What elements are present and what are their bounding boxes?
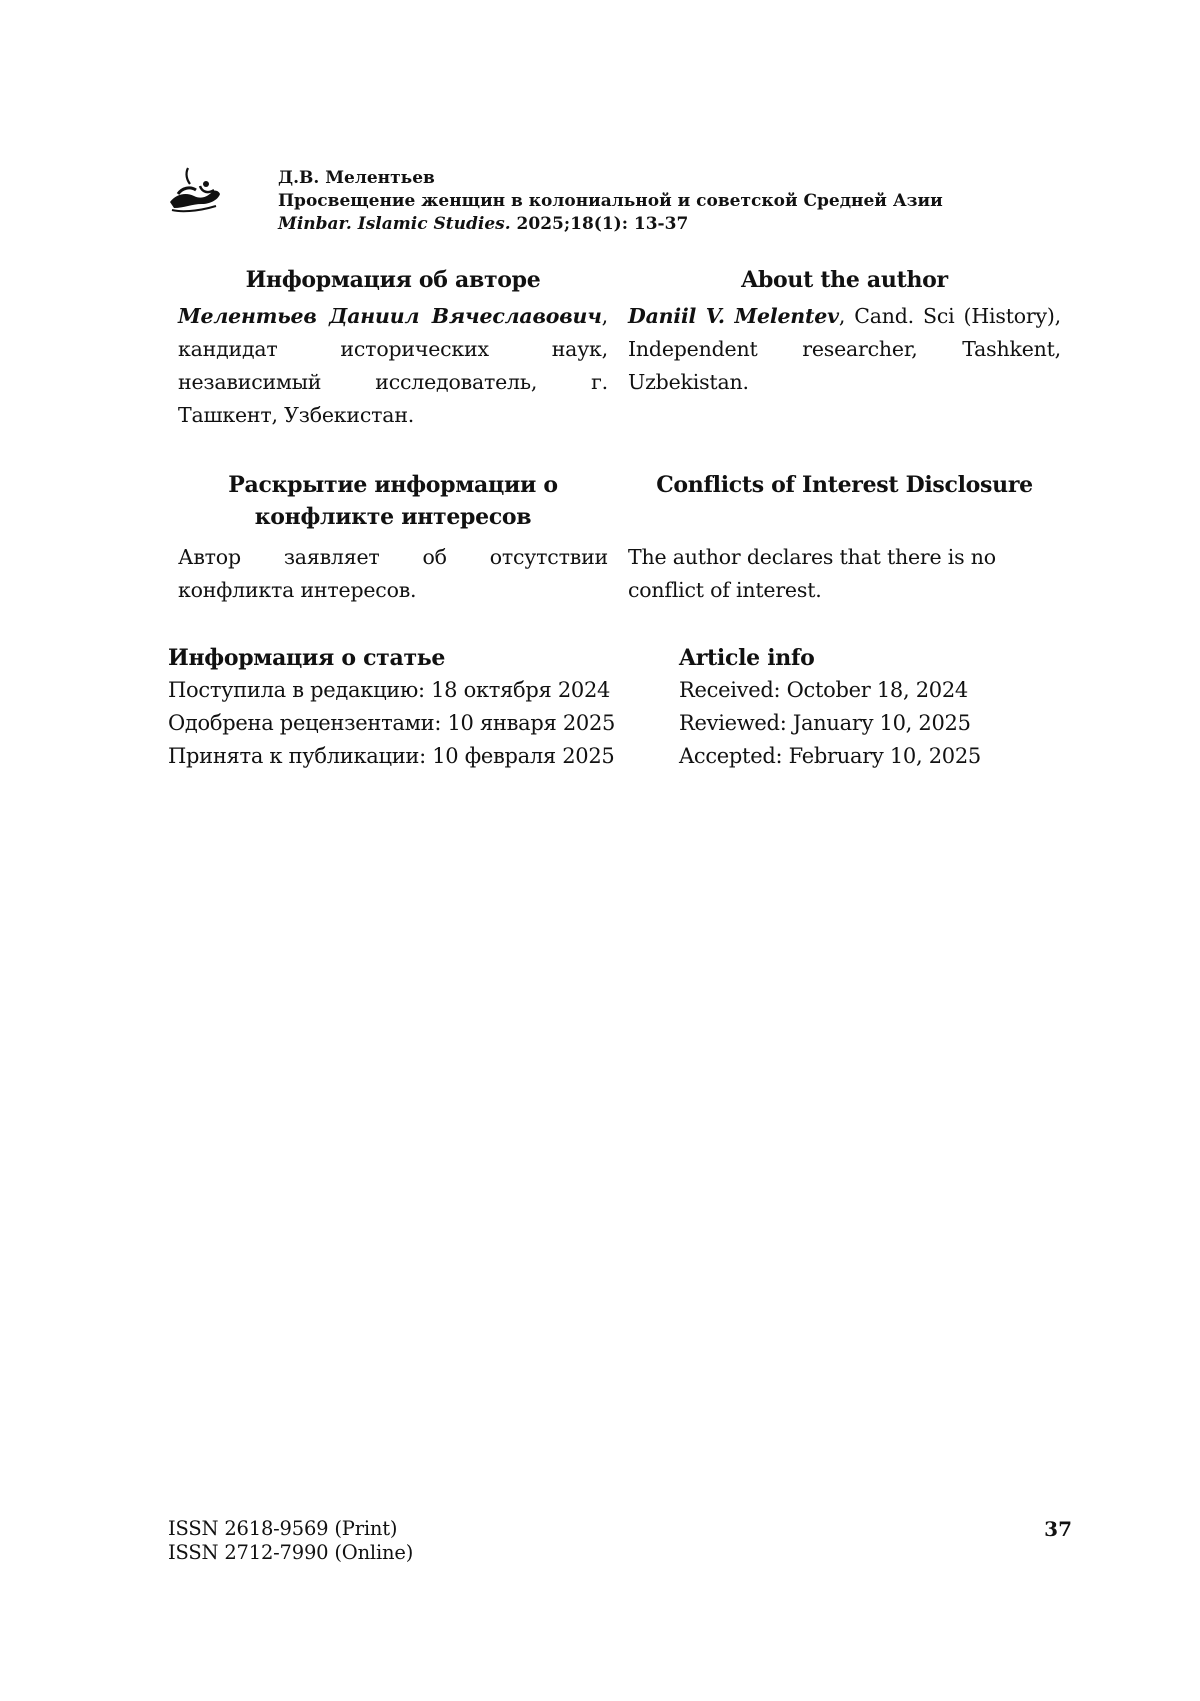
- author-info-heading-ru: Информация об авторе: [245, 267, 541, 293]
- issn-print: ISSN 2618-9569 (Print): [168, 1517, 398, 1540]
- author-details-en: , Cand. Sci (History), Independent researcher, Tashkent, Uzbekistan.: [628, 304, 1061, 394]
- conflict-heading-ru-line2: конфликте интересов: [254, 504, 532, 530]
- author-name-ru: Мелентьев Даниил Вячеславович: [178, 304, 602, 328]
- reviewed-date-ru: Одобрена рецензентами: 10 января 2025: [168, 711, 616, 735]
- conflict-text-en: The author declares that there is no conflict of interest.: [628, 545, 996, 602]
- header-citation: [278, 213, 1078, 236]
- conflict-heading-en: Conflicts of Interest Disclosure: [656, 472, 1033, 498]
- author-info-text-en: [628, 300, 1061, 399]
- author-name-en: Daniil V. Melentev: [628, 304, 839, 328]
- issn-block: [168, 1517, 413, 1565]
- accepted-date-en: Accepted: February 10, 2025: [679, 744, 981, 768]
- author-info-heading-en: About the author: [741, 267, 948, 293]
- author-details-ru: , кандидат исторических наук, независимый исследователь, г. Ташкент, Узбекистан.: [178, 304, 608, 427]
- reviewed-date-en: Reviewed: January 10, 2025: [679, 711, 971, 735]
- author-info-text-ru: [178, 300, 608, 432]
- running-header: [278, 167, 1078, 236]
- header-journal: Minbar. Islamic Studies.: [278, 214, 511, 234]
- header-article-title: Просвещение женщин в колониальной и советской Средней Азии: [278, 191, 943, 211]
- conflict-heading-ru: [178, 469, 608, 533]
- page-number: 37: [1044, 1517, 1072, 1541]
- article-info-heading-ru: Информация о статье: [168, 645, 446, 671]
- accepted-date-ru: Принята к публикации: 10 февраля 2025: [168, 744, 615, 768]
- received-date-en: Received: October 18, 2024: [679, 678, 968, 702]
- conflict-heading-ru-line1: Раскрытие информации о: [228, 472, 558, 498]
- minbar-calligraphy-logo-icon: [166, 164, 224, 216]
- issn-online: ISSN 2712-7990 (Online): [168, 1541, 414, 1564]
- conflict-text-ru: Автор заявляет об отсутствии конфликта интересов.: [178, 545, 608, 602]
- header-author: Д.В. Мелентьев: [278, 168, 435, 188]
- article-info-heading-en: Article info: [679, 645, 815, 671]
- header-volume: 2025;18(1): 13-37: [516, 214, 689, 234]
- article-info-ru: [168, 642, 615, 773]
- article-info-en: [679, 642, 981, 773]
- received-date-ru: Поступила в редакцию: 18 октября 2024: [168, 678, 611, 702]
